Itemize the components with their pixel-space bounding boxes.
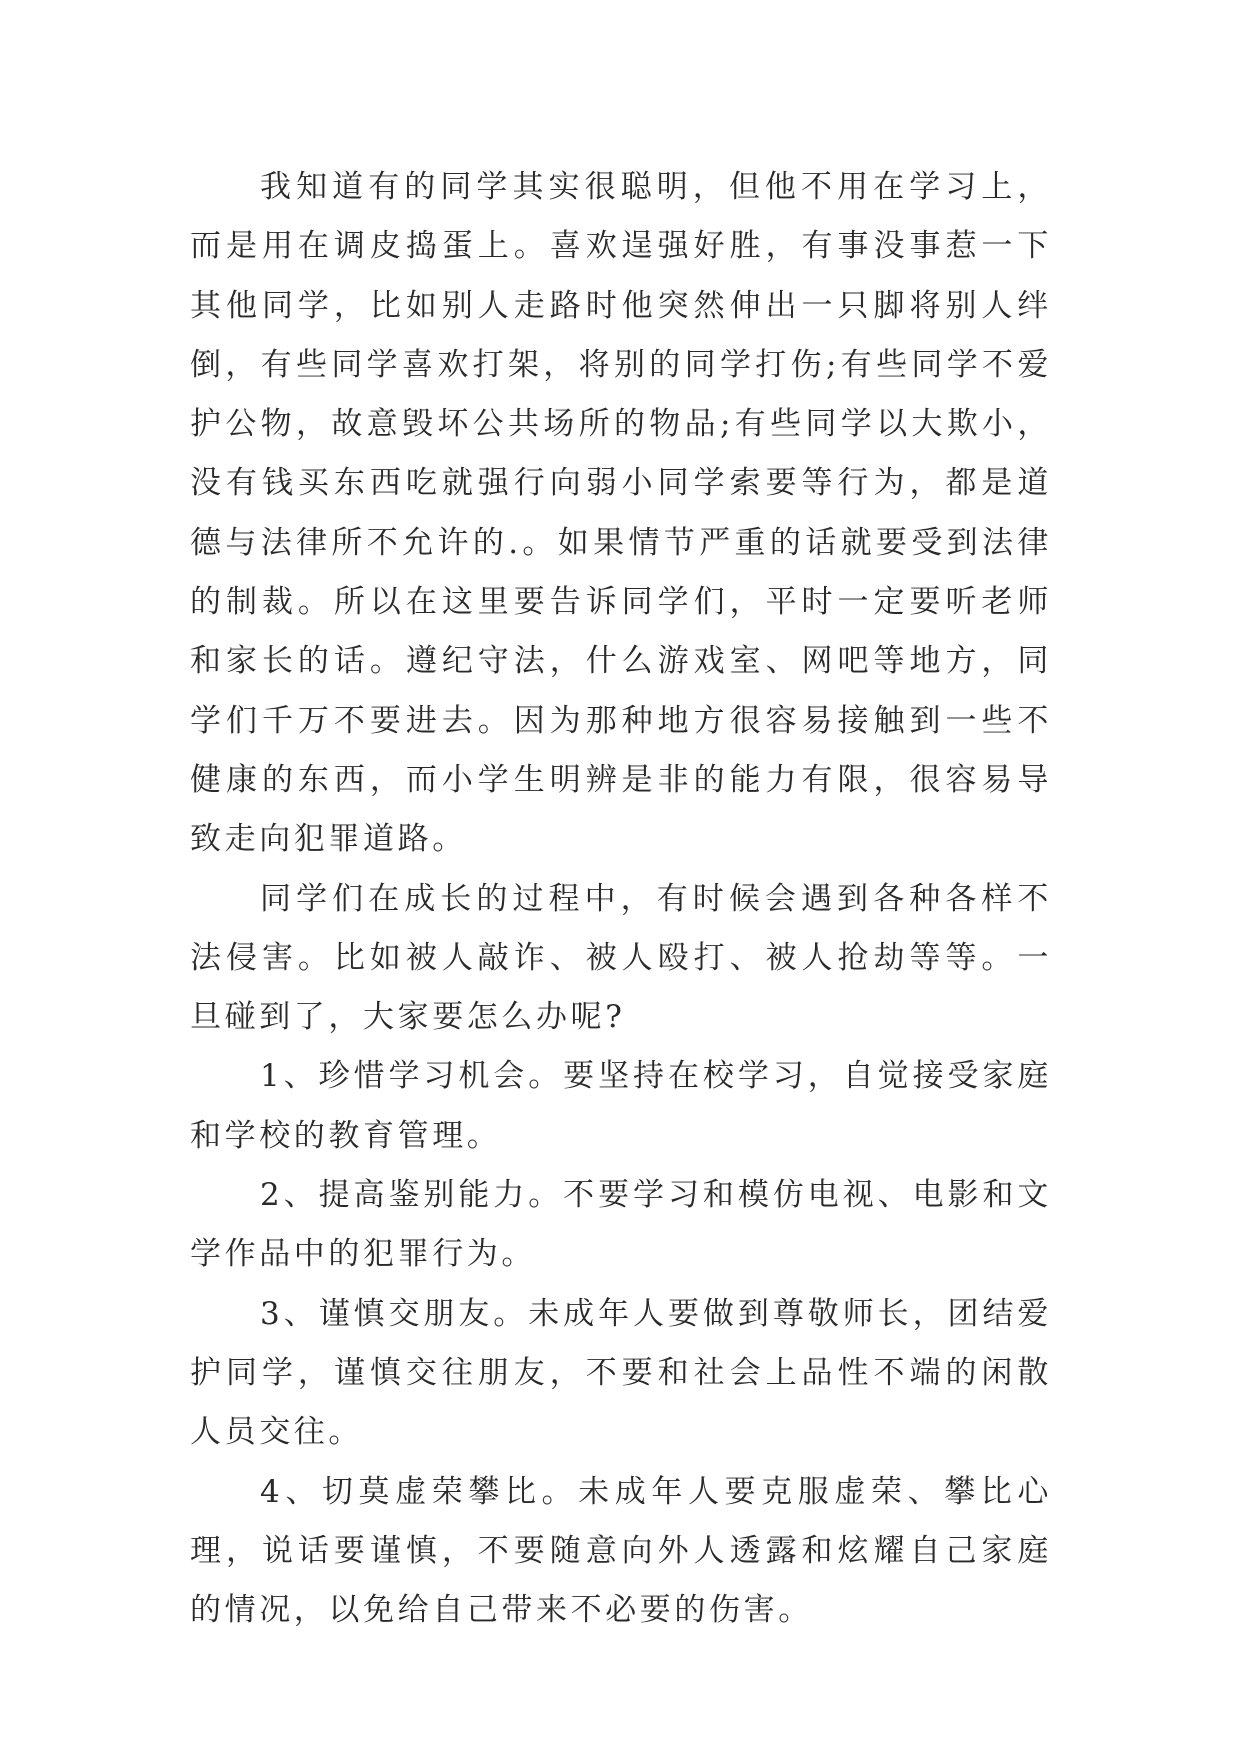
paragraph-item-4: 4、切莫虚荣攀比。未成年人要克服虚荣、攀比心理，说话要谨慎，不要随意向外人透露和炫耀自己家庭的情况，以免给自己带来不必要的伤害。 [190, 1473, 1052, 1629]
paragraph-school-misbehavior: 我知道有的同学其实很聪明，但他不用在学习上，而是用在调皮捣蛋上。喜欢逞强好胜，有事没事惹一下其他同学，比如别人走路时他突然伸出一只脚将别人绊倒，有些同学喜欢打架，将别的同学打伤;有些同学不爱护公物，故意毁坏公共场所的物品;有些同学以大欺小，没有钱买东西吃就强行向弱小同学索要等行为，都是道德与法律所不允许的.。如果情节严重的话就要受到法律的制裁。所以在这里要告诉同学们，平时一定要听老师和家长的话。遵纪守法，什么游戏室、网吧等地方，同学们千万不要进去。因为那种地方很容易接触到一些不健康的东西，而小学生明辨是非的能力有限，很容易导致走向犯罪道路。 [190, 169, 1052, 858]
paragraph-unlawful-harm: 同学们在成长的过程中，有时候会遇到各种各样不法侵害。比如被人敲诈、被人殴打、被人抢劫等等。一旦碰到了，大家要怎么办呢? [190, 880, 1052, 1036]
paragraph-item-1: 1、珍惜学习机会。要坚持在校学习，自觉接受家庭和学校的教育管理。 [190, 1058, 1052, 1154]
document-body [190, 158, 1052, 1640]
paragraph-item-3: 3、谨慎交朋友。未成年人要做到尊敬师长，团结爱护同学，谨慎交往朋友，不要和社会上品性不端的闲散人员交往。 [190, 1295, 1052, 1451]
paragraph-item-2: 2、提高鉴别能力。不要学习和模仿电视、电影和文学作品中的犯罪行为。 [190, 1177, 1052, 1273]
